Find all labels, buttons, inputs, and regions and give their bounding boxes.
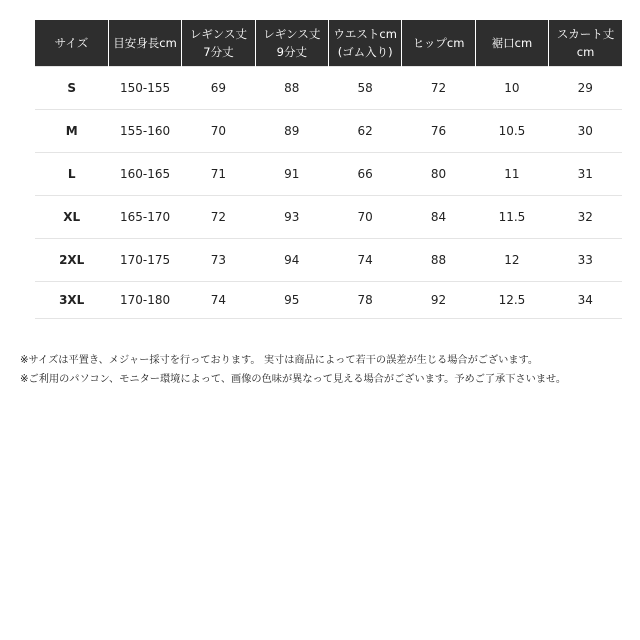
table-cell: 11 — [475, 153, 548, 196]
size-cell: M — [35, 110, 108, 153]
measurement-note: ※サイズは平置き、メジャー採寸を行っております。 実寸は商品によって若干の誤差が生じる場合がございます。 — [20, 355, 539, 366]
header-skirt-length: スカート丈cm — [549, 20, 622, 67]
table-cell: 170-180 — [108, 282, 181, 319]
table-cell: 160-165 — [108, 153, 181, 196]
table-cell: 30 — [549, 110, 622, 153]
table-cell: 88 — [402, 239, 475, 282]
table-cell: 170-175 — [108, 239, 181, 282]
table-cell: 78 — [329, 282, 402, 319]
size-chart-table — [35, 20, 622, 319]
table-cell: 71 — [182, 153, 255, 196]
table-cell: 73 — [182, 239, 255, 282]
table-cell: 95 — [255, 282, 328, 319]
table-cell: 91 — [255, 153, 328, 196]
table-cell: 72 — [182, 196, 255, 239]
table-cell: 31 — [549, 153, 622, 196]
size-cell: 3XL — [35, 282, 108, 319]
table-cell: 93 — [255, 196, 328, 239]
table-cell: 150-155 — [108, 67, 181, 110]
table-cell: 32 — [549, 196, 622, 239]
table-cell: 58 — [329, 67, 402, 110]
table-cell: 84 — [402, 196, 475, 239]
table-cell: 89 — [255, 110, 328, 153]
table-cell: 74 — [182, 282, 255, 319]
table-cell: 66 — [329, 153, 402, 196]
table-cell: 80 — [402, 153, 475, 196]
table-row — [35, 153, 622, 196]
size-cell: S — [35, 67, 108, 110]
table-cell: 12 — [475, 239, 548, 282]
table-cell: 10 — [475, 67, 548, 110]
color-note: ※ご利用のパソコン、モニター環境によって、画像の色味が異なって見える場合がございます。予めご了承下さいませ。 — [20, 374, 567, 385]
table-row — [35, 110, 622, 153]
table-cell: 34 — [549, 282, 622, 319]
table-cell: 92 — [402, 282, 475, 319]
table-header-row — [35, 20, 622, 67]
table-cell: 74 — [329, 239, 402, 282]
table-cell: 62 — [329, 110, 402, 153]
table-body — [35, 67, 622, 319]
size-cell: 2XL — [35, 239, 108, 282]
header-size: サイズ — [35, 20, 108, 67]
header-leggings-9: レギンス丈 9分丈 — [255, 20, 328, 67]
table-cell: 33 — [549, 239, 622, 282]
table-row — [35, 67, 622, 110]
table-cell: 70 — [182, 110, 255, 153]
header-height: 目安身長cm — [108, 20, 181, 67]
table-row — [35, 196, 622, 239]
table-cell: 76 — [402, 110, 475, 153]
header-hip: ヒップcm — [402, 20, 475, 67]
header-leggings-7: レギンス丈 7分丈 — [182, 20, 255, 67]
table-row — [35, 282, 622, 319]
table-cell: 155-160 — [108, 110, 181, 153]
table-row — [35, 239, 622, 282]
table-cell: 29 — [549, 67, 622, 110]
header-waist: ウエストcm (ゴム入り) — [329, 20, 402, 67]
table-cell: 94 — [255, 239, 328, 282]
table-cell: 11.5 — [475, 196, 548, 239]
size-cell: L — [35, 153, 108, 196]
table-cell: 69 — [182, 67, 255, 110]
table-cell: 70 — [329, 196, 402, 239]
table-cell: 88 — [255, 67, 328, 110]
size-cell: XL — [35, 196, 108, 239]
table-cell: 72 — [402, 67, 475, 110]
table-cell: 10.5 — [475, 110, 548, 153]
header-hem: 裾口cm — [475, 20, 548, 67]
table-cell: 12.5 — [475, 282, 548, 319]
table-cell: 165-170 — [108, 196, 181, 239]
